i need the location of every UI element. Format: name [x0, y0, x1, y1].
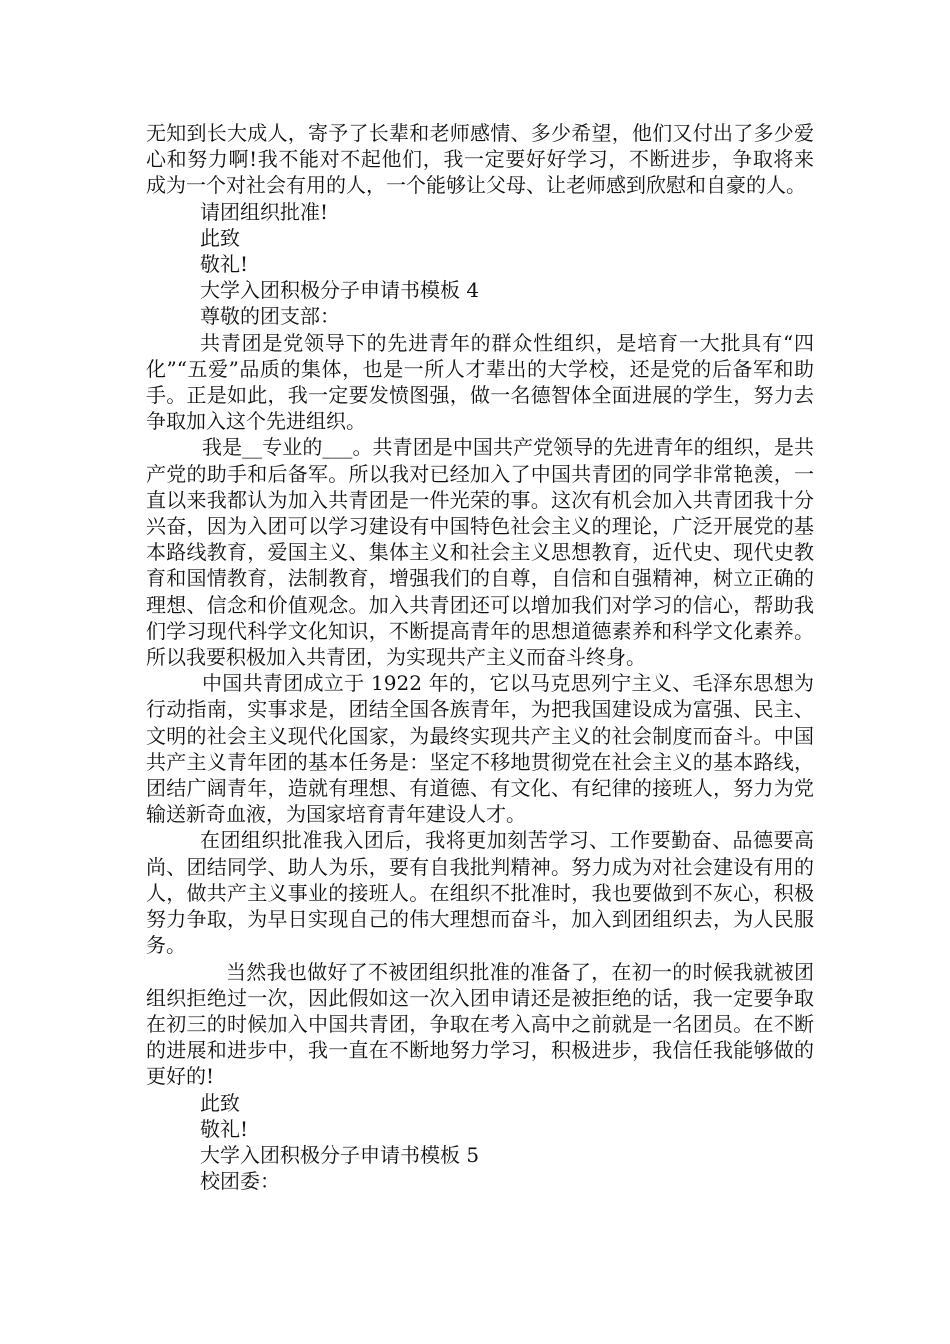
template-4-greeting: 尊敬的团支部： — [200, 304, 340, 329]
template-4-paragraph-3: 中国共青团成立于 1922 年的，它以马克思列宁主义、毛泽东思想为行动指南，实事求是，团结全国各族青年，为把我国建设成为富强、民主、文明的社会主义现代化国家，为最终实现共产主义的社会制度而奋斗。中国共产主义青年团的基本任务是：坚定不移地贯彻党在社会主义的基本路线，团结广阔青年，造就有理想、有道德、有文化、有纪律的接班人，努力为党输送新奇血液，为国家培育青年建设人才。 — [146, 671, 814, 827]
template-4-paragraph-2: 我是__专业的___。共青团是中国共产党领导的先进青年的组织，是共产党的助手和后备军。所以我对已经加入了中国共青团的同学非常艳羡，一直以来我都认为加入共青团是一件光荣的事。这次有机会加入共青团我十分兴奋，因为入团可以学习建设有中国特色社会主义的理论，广泛开展党的基本路线教育，爱国主义、集体主义和社会主义思想教育，近代史、现代史教育和国情教育，法制教育，增强我们的自尊，自信和自强精神，树立正确的理想、信念和价值观念。加入共青团还可以增加我们对学习的信心，帮助我们学习现代科学文化知识，不断提高青年的思想道德素养和科学文化素养。所以我要积极加入共青团，为实现共产主义而奋斗终身。 — [146, 435, 814, 670]
document-page — [146, 120, 814, 1194]
template-4-paragraph-5: 当然我也做好了不被团组织批准的准备了，在初一的时候我就被团组织拒绝过一次，因此假如这一次入团申请还是被拒绝的话，我一定要争取在初三的时候加入中国共青团，争取在考入高中之前就是一名团员。在不断的进展和进步中，我一直在不断地努力学习，积极进步，我信任我能够做的更好的! — [146, 959, 814, 1089]
template-4-paragraph-4: 在团组织批准我入团后，我将更加刻苦学习、工作要勤奋、品德要高尚、团结同学、助人为乐，要有自我批判精神。努力成为对社会建设有用的人，做共产主义事业的接班人。在组织不批准时，我也要做到不灰心，积极努力争取，为早日实现自己的伟大理想而奋斗，加入到团组织去，为人民服务。 — [146, 828, 814, 958]
closing-respect: 敬礼! — [200, 252, 249, 277]
request-approval-line: 请团组织批准! — [200, 199, 329, 224]
template-5-title: 大学入团积极分子申请书模板 5 — [200, 1142, 480, 1167]
template-4-closing-salutation: 此致 — [200, 1090, 240, 1115]
template-4-closing-respect: 敬礼! — [200, 1116, 249, 1141]
template-5-greeting: 校团委： — [200, 1169, 280, 1194]
template-4-title: 大学入团积极分子申请书模板 4 — [200, 278, 480, 303]
template-4-paragraph-1: 共青团是党领导下的先进青年的群众性组织，是培育一大批具有“四化”“五爱”品质的集体，也是一所人才辈出的大学校，还是党的后备军和助手。正是如此，我一定要发愤图强，做一名德智体全面进展的学生，努力去争取加入这个先进组织。 — [146, 330, 814, 434]
paragraph-intro-end: 无知到长大成人，寄予了长辈和老师感情、多少希望，他们又付出了多少爱心和努力啊!我不能对不起他们，我一定要好好学习，不断进步，争取将来成为一个对社会有用的人，一个能够让父母、让老师感到欣慰和自豪的人。 — [146, 121, 814, 198]
closing-salutation: 此致 — [200, 225, 240, 250]
